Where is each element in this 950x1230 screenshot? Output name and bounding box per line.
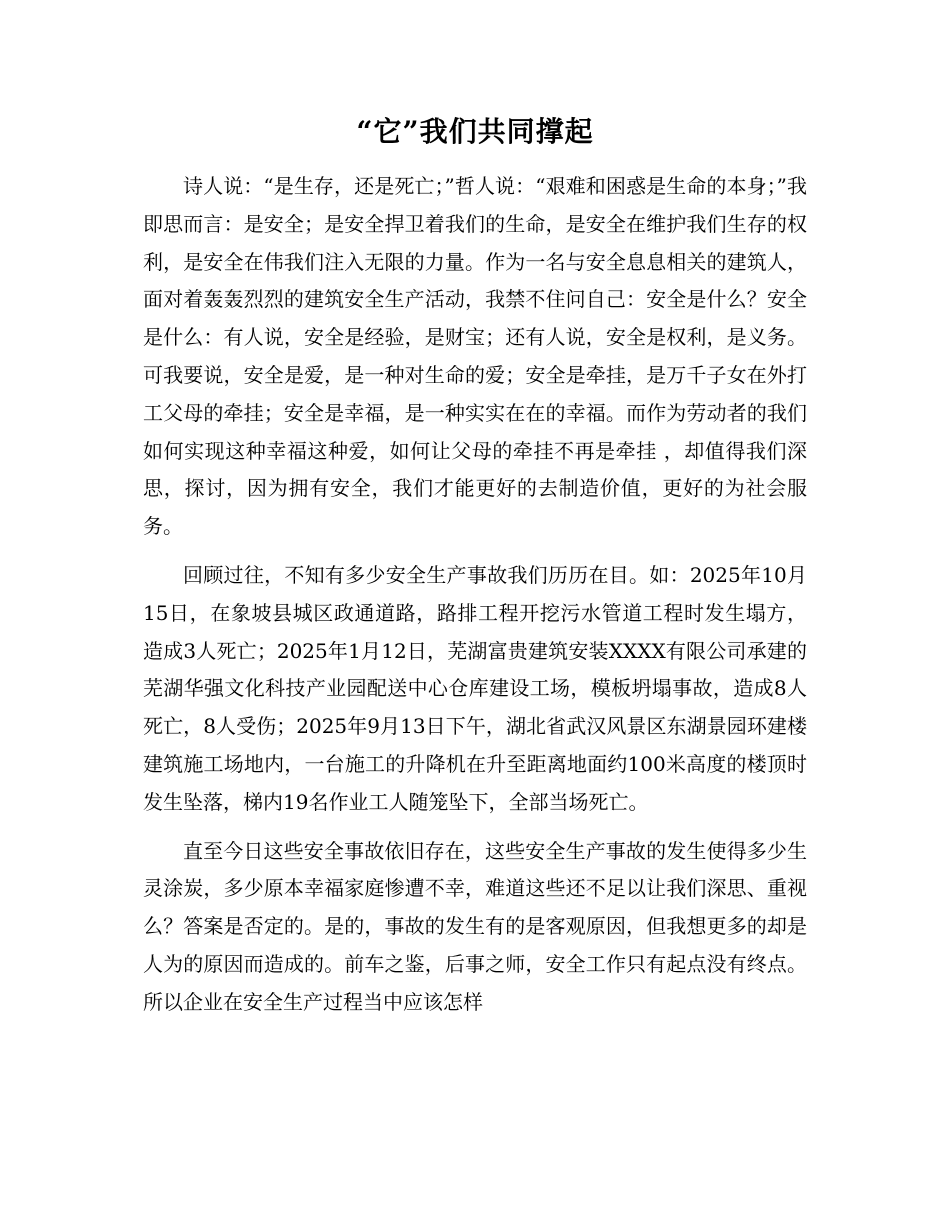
document-title: “它”我们共同撑起 — [356, 115, 594, 148]
paragraph-2: 回顾过往，不知有多少安全生产事故我们历历在目。如：2025年10月15日，在象坡县城区政通道路，路排工程开挖污水管道工程时发生塌方，造成3人死亡；2025年1月12日，芜湖富贵建筑安装XXXX有限公司承建的芜湖华强文化科技产业园配送中心仓库建设工场，模板坍塌事故，造成8人死亡，8人受伤；2025年9月13日下午，湖北省武汉风景区东湖景园环建楼建筑施工场地内，一台施工的升降机在升至距离地面约100米高度的楼顶时发生坠落，梯内19名作业工人随笼坠下，全部当场死亡。 — [143, 562, 807, 814]
paragraph-3: 直至今日这些安全事故依旧存在，这些安全生产事故的发生使得多少生灵涂炭，多少原本幸福家庭惨遭不幸，难道这些还不足以让我们深思、重视么？答案是否定的。是的，事故的发生有的是客观原因，但我想更多的却是人为的原因而造成的。前车之鉴，后事之师，安全工作只有起点没有终点。所以企业在安全生产过程当中应该怎样 — [143, 838, 807, 1014]
paragraph-1: 诗人说：“是生存，还是死亡；”哲人说：“艰难和困惑是生命的本身；”我即思而言：是安全；是安全捍卫着我们的生命，是安全在维护我们生存的权利，是安全在伟我们注入无限的力量。作为一名与安全息息相关的建筑人，面对着轰轰烈烈的建筑安全生产活动，我禁不住问自己：安全是什么？安全是什么：有人说，安全是经验，是财宝；还有人说，安全是权利，是义务。可我要说，安全是爱，是一种对生命的爱；安全是牵挂，是万千子女在外打工父母的牵挂；安全是幸福，是一种实实在在的幸福。而作为劳动者的我们如何实现这种幸福这种爱，如何让父母的牵挂不再是牵挂 ，却值得我们深思，探讨，因为拥有安全，我们才能更好的去制造价值，更好的为社会服务。 — [143, 174, 807, 539]
document-body — [143, 168, 807, 1022]
